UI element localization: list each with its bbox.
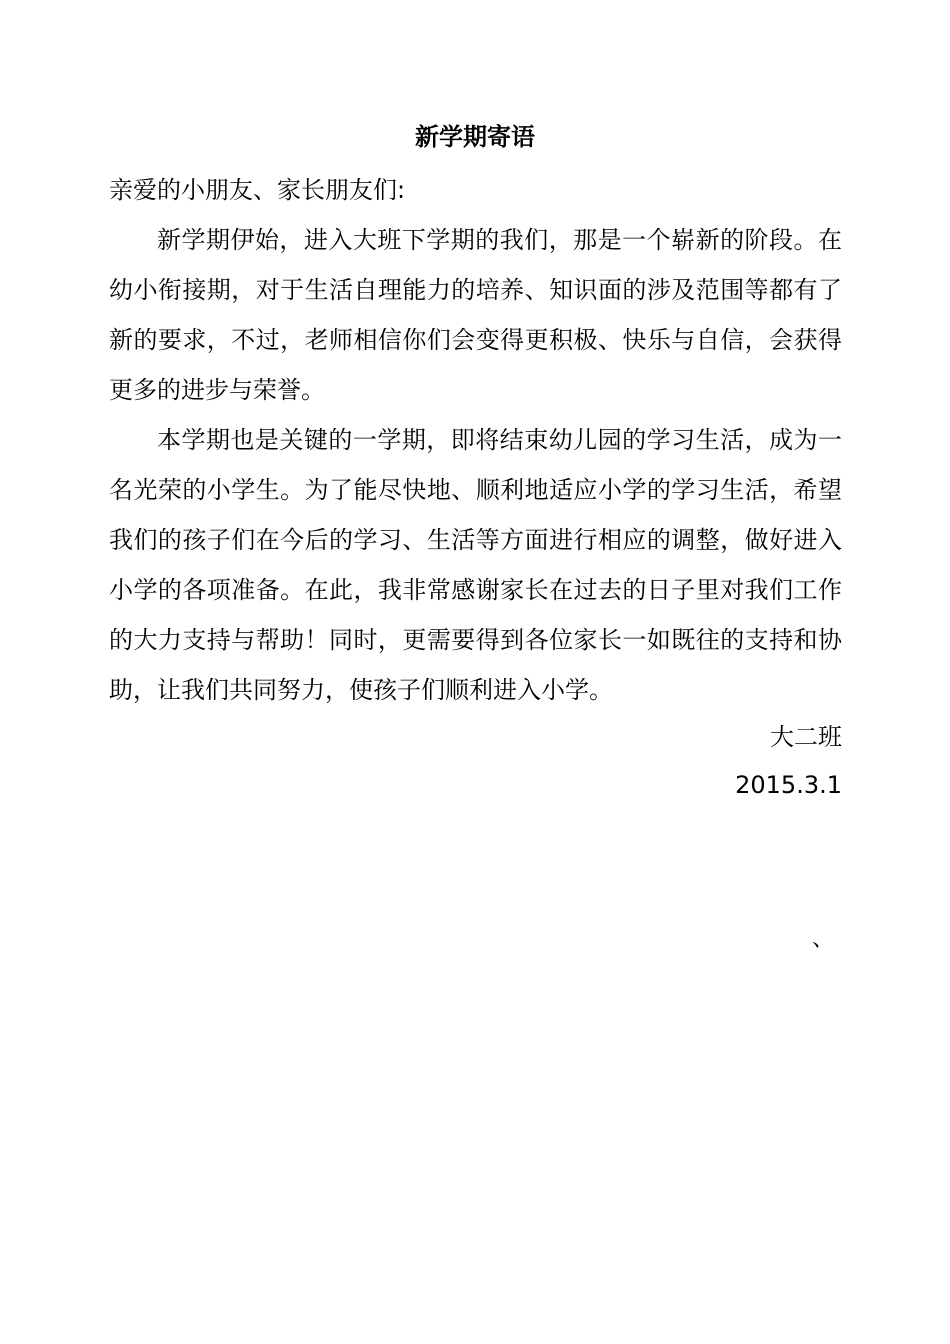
document-title: 新学期寄语 — [415, 123, 535, 151]
signature-date: 2015.3.1 — [735, 771, 842, 799]
greeting: 亲爱的小朋友、家长朋友们: — [109, 176, 406, 204]
signature-class: 大二班 — [770, 723, 842, 751]
paragraph-2: 本学期也是关键的一学期，即将结束幼儿园的学习生活，成为一名光荣的小学生。为了能尽快地、顺利地适应小学的学习生活，希望我们的孩子们在今后的学习、生活等方面进行相应的调整，做好进入小学的各项准备。在此，我非常感谢家长在过去的日子里对我们工作的大力支持与帮助！同时，更需要得到各位家长一如既往的支持和协助，让我们共同努力，使孩子们顺利进入小学。 — [109, 426, 842, 704]
paragraph-1: 新学期伊始，进入大班下学期的我们，那是一个崭新的阶段。在幼小衔接期，对于生活自理能力的培养、知识面的涉及范围等都有了新的要求，不过，老师相信你们会变得更积极、快乐与自信，会获得更多的进步与荣誉。 — [109, 226, 842, 404]
letter-body — [109, 165, 842, 715]
stray-punctuation-mark: 、 — [812, 927, 835, 952]
signature-block — [735, 713, 842, 809]
